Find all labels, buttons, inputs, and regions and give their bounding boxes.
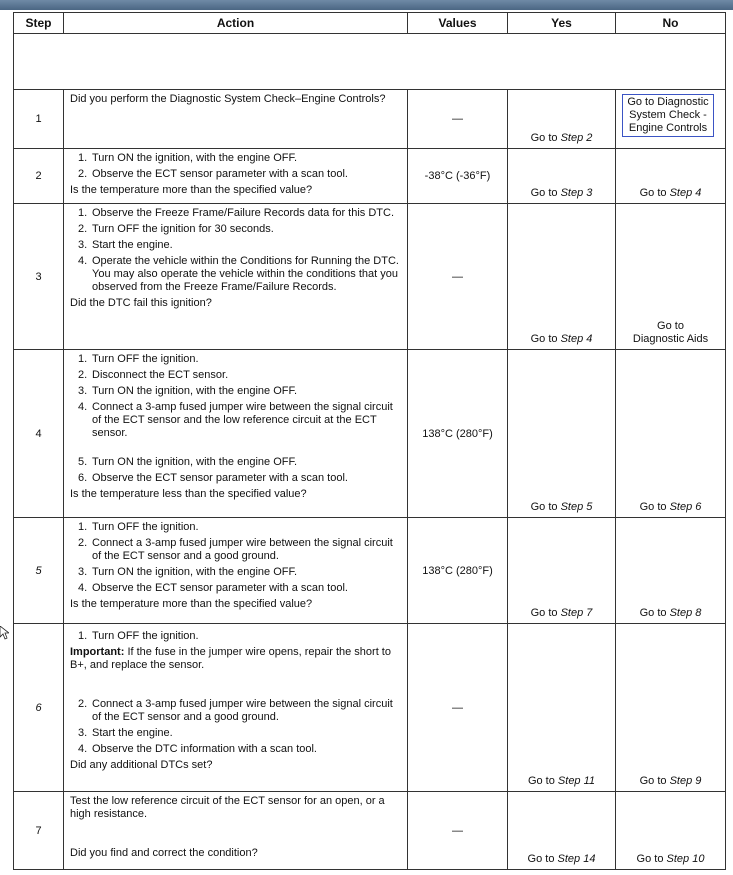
- header-step: Step: [14, 13, 64, 34]
- step-number: 6: [14, 624, 64, 792]
- header-yes: Yes: [508, 13, 616, 34]
- table-row: [14, 624, 726, 792]
- no-cell: [616, 149, 726, 204]
- action-item: 3. Start the engine.: [78, 239, 173, 251]
- action-item: 1. Turn ON the ignition, with the engine OFF.: [78, 152, 298, 164]
- no-cell: [616, 204, 726, 350]
- no-target[interactable]: Go to Step 8: [639, 607, 702, 619]
- action-item: 1. Turn OFF the ignition.: [78, 353, 199, 365]
- no-cell: [616, 90, 726, 149]
- table-row: [14, 149, 726, 204]
- yes-cell: [508, 624, 616, 792]
- blank-cell: [14, 34, 726, 90]
- action-cell: [64, 624, 408, 792]
- action-item: 2. Disconnect the ECT sensor.: [78, 369, 229, 381]
- action-item: 4. Operate the vehicle within the Conditions for Running the DTC. You may also operate the vehicle within the conditions that you observed from the Freeze Frame/Failure Records.: [78, 255, 399, 293]
- yes-target[interactable]: Go to Step 14: [527, 853, 596, 865]
- action-item: 3. Turn ON the ignition, with the engine OFF.: [78, 385, 298, 397]
- header-no: No: [616, 13, 726, 34]
- step-number: 7: [14, 792, 64, 870]
- yes-target[interactable]: Go to Step 4: [530, 333, 593, 345]
- header-row: [14, 13, 726, 34]
- important-text: If the fuse in the jumper wire opens, repair the short to B+, and replace the sensor.: [70, 646, 391, 671]
- yes-cell: [508, 350, 616, 518]
- action-item: 4. Observe the DTC information with a scan tool.: [78, 743, 317, 755]
- action-cell: [64, 149, 408, 204]
- important-note: [70, 646, 401, 672]
- value-cell: 138°C (280°F): [408, 518, 508, 624]
- yes-target[interactable]: Go to Step 7: [530, 607, 593, 619]
- action-question: Did the DTC fail this ignition?: [70, 297, 212, 309]
- action-cell: [64, 204, 408, 350]
- table-row: [14, 204, 726, 350]
- yes-cell: [508, 204, 616, 350]
- action-question: Did you find and correct the condition?: [70, 847, 258, 859]
- action-item: 2. Turn OFF the ignition for 30 seconds.: [78, 223, 274, 235]
- no-link-diagnostic-system-check[interactable]: Go to Diagnostic System Check - Engine Controls: [622, 94, 714, 137]
- no-target[interactable]: Go to Step 10: [636, 853, 705, 865]
- action-item: 2. Connect a 3-amp fused jumper wire between the signal circuit of the ECT sensor and a good ground.: [78, 698, 393, 723]
- action-item: 4. Connect a 3-amp fused jumper wire between the signal circuit of the ECT sensor and the low reference circuit at the ECT sensor.: [78, 401, 393, 439]
- step-number: 2: [14, 149, 64, 204]
- step-number: 1: [14, 90, 64, 149]
- action-question: Is the temperature more than the specified value?: [70, 184, 313, 196]
- action-text: Did you perform the Diagnostic System Check–Engine Controls?: [70, 93, 386, 105]
- table-row: [14, 518, 726, 624]
- yes-target[interactable]: Go to Step 11: [527, 775, 596, 787]
- value-cell: —: [408, 204, 508, 350]
- no-cell: [616, 350, 726, 518]
- action-question: Is the temperature more than the specified value?: [70, 598, 313, 610]
- action-cell: [64, 90, 408, 149]
- yes-target[interactable]: Go to Step 5: [530, 501, 593, 513]
- no-cell: [616, 624, 726, 792]
- action-text: Test the low reference circuit of the ECT sensor for an open, or a high resistance.: [70, 795, 385, 820]
- important-label: Important:: [70, 646, 125, 658]
- value-cell: —: [408, 90, 508, 149]
- value-cell: 138°C (280°F): [408, 350, 508, 518]
- table-row: [14, 792, 726, 870]
- diagnostic-table: [13, 12, 726, 870]
- no-target[interactable]: Go to Step 4: [639, 187, 702, 199]
- action-cell: [64, 518, 408, 624]
- action-cell: [64, 792, 408, 870]
- step-number: 5: [14, 518, 64, 624]
- yes-cell: [508, 518, 616, 624]
- action-item: 4. Observe the ECT sensor parameter with a scan tool.: [78, 582, 348, 594]
- action-item: 2. Observe the ECT sensor parameter with a scan tool.: [78, 168, 348, 180]
- yes-cell: [508, 90, 616, 149]
- action-item: 3. Turn ON the ignition, with the engine OFF.: [78, 566, 298, 578]
- action-item: 6. Observe the ECT sensor parameter with a scan tool.: [78, 472, 348, 484]
- action-item: 2. Connect a 3-amp fused jumper wire between the signal circuit of the ECT sensor and a good ground.: [78, 537, 393, 562]
- yes-cell: [508, 149, 616, 204]
- yes-target[interactable]: Go to Step 2: [530, 132, 593, 144]
- header-action: Action: [64, 13, 408, 34]
- action-item: 1. Turn OFF the ignition.: [78, 630, 199, 642]
- value-cell: —: [408, 624, 508, 792]
- action-item: 1. Turn OFF the ignition.: [78, 521, 199, 533]
- no-cell: [616, 792, 726, 870]
- yes-target[interactable]: Go to Step 3: [530, 187, 593, 199]
- no-cell: [616, 518, 726, 624]
- no-target[interactable]: Go to Step 9: [639, 775, 702, 787]
- no-target[interactable]: Go to Diagnostic Aids: [632, 320, 709, 345]
- value-cell: -38°C (-36°F): [408, 149, 508, 204]
- step-number: 4: [14, 350, 64, 518]
- action-question: Is the temperature less than the specified value?: [70, 488, 307, 500]
- action-question: Did any additional DTCs set?: [70, 759, 213, 771]
- action-item: 5. Turn ON the ignition, with the engine OFF.: [78, 456, 298, 468]
- window-top-bar: [0, 0, 733, 10]
- step-number: 3: [14, 204, 64, 350]
- action-item: 1. Observe the Freeze Frame/Failure Records data for this DTC.: [78, 207, 394, 219]
- no-target[interactable]: Go to Step 6: [639, 501, 702, 513]
- mouse-pointer-icon: [0, 626, 9, 640]
- table-row: [14, 90, 726, 149]
- header-values: Values: [408, 13, 508, 34]
- value-cell: —: [408, 792, 508, 870]
- blank-row: [14, 34, 726, 90]
- table-row: [14, 350, 726, 518]
- action-cell: [64, 350, 408, 518]
- action-item: 3. Start the engine.: [78, 727, 173, 739]
- yes-cell: [508, 792, 616, 870]
